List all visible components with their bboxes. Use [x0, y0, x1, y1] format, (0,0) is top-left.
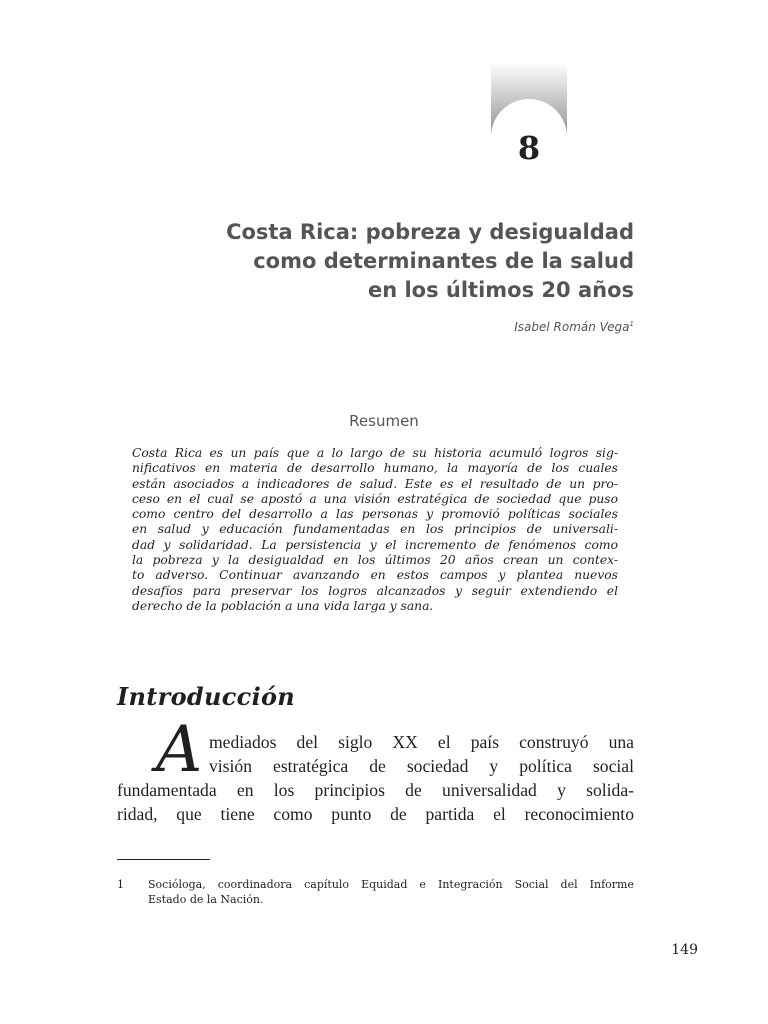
abstract-line: en salud y educación fundamentadas en los principios de universali- — [132, 522, 618, 537]
body-text — [117, 730, 634, 826]
body-line: ridad, que tiene como punto de partida el reconocimiento — [117, 804, 634, 824]
abstract-line: ceso en el cual se apostó a una visión estratégica de sociedad que puso — [132, 491, 618, 506]
footnote-line: Socióloga, coordinadora capítulo Equidad e Integración Social del Informe — [148, 878, 634, 891]
body-line: visión estratégica de sociedad y política social — [209, 756, 634, 776]
body-line: mediados del siglo XX el país construyó una — [209, 732, 634, 752]
abstract-body — [132, 446, 618, 614]
footnote-text — [148, 877, 634, 907]
abstract-line: están asociados a indicadores de salud. Este es el resultado de un pro- — [132, 476, 618, 491]
author-name: Isabel Román Vega — [514, 320, 630, 334]
title-line: Costa Rica: pobreza y desigualdad — [226, 220, 634, 244]
chapter-number: 8 — [517, 129, 541, 167]
footnote-number: 1 — [117, 878, 124, 891]
chapter-title — [174, 218, 634, 305]
abstract-line: como centro del desarrollo a las personas y promovió políticas sociales — [132, 507, 618, 522]
page-number: 149 — [671, 942, 698, 958]
footnote-line: Estado de la Nación. — [148, 893, 264, 906]
abstract-line: desafíos para preservar los logros alcanzados y seguir extendiendo el — [132, 583, 618, 598]
abstract-line: la pobreza y la desigualdad en los últimos 20 años crean un contex- — [132, 553, 618, 568]
abstract-heading: Resumen — [349, 412, 419, 430]
footnote — [117, 877, 634, 907]
abstract-line: dad y solidaridad. La persistencia y el incremento de fenómenos como — [132, 537, 618, 552]
footnote-rule — [117, 859, 210, 860]
abstract-line: Costa Rica es un país que a lo largo de su historia acumuló logros sig- — [132, 446, 618, 460]
abstract-line: nificativos en materia de desarrollo humano, la mayoría de los cuales — [132, 461, 618, 476]
body-line: fundamentada en los principios de universalidad y solida- — [117, 780, 634, 800]
abstract-line: derecho de la población a una vida larga y sana. — [132, 598, 434, 613]
title-line: como determinantes de la salud — [253, 249, 634, 273]
section-heading: Introducción — [117, 682, 296, 711]
author-footnote-ref: 1 — [629, 320, 634, 328]
title-line: en los últimos 20 años — [367, 278, 634, 302]
author-byline — [514, 320, 634, 334]
abstract-line: to adverso. Continuar avanzando en estos campos y plantea nuevos — [132, 568, 618, 583]
drop-cap: A — [156, 713, 203, 787]
